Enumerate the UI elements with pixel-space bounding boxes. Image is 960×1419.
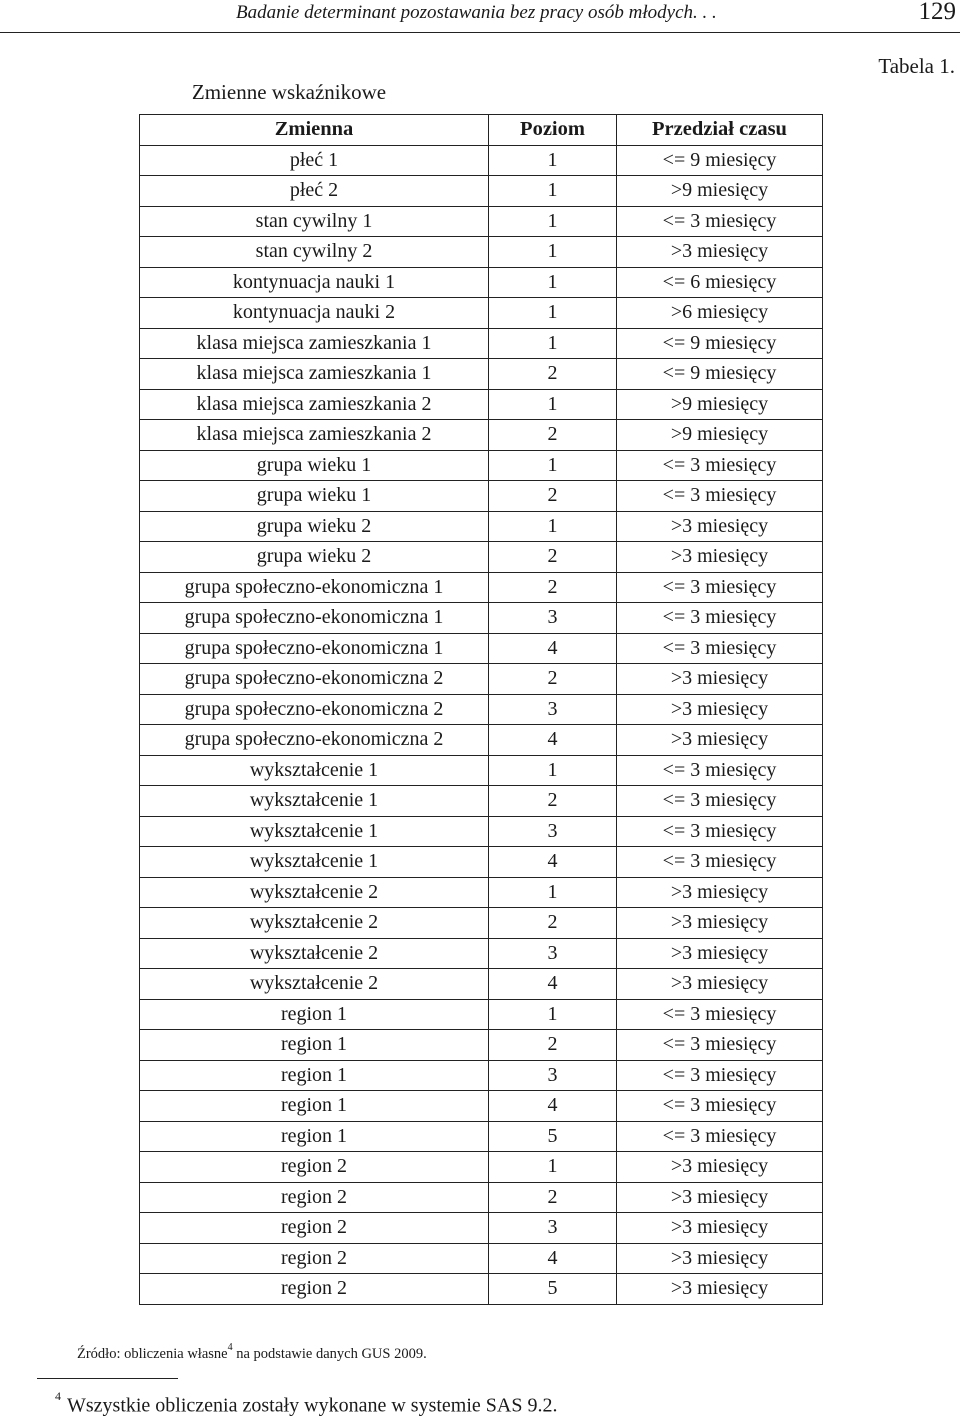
cell-time-range: <= 3 miesięcy — [617, 755, 823, 786]
table-row — [140, 176, 823, 207]
table-row — [140, 389, 823, 420]
cell-variable: grupa społeczno-ekonomiczna 2 — [140, 694, 489, 725]
cell-time-range: <= 3 miesięcy — [617, 1060, 823, 1091]
footnote-mark: 4 — [55, 1389, 61, 1403]
table-row — [140, 572, 823, 603]
cell-level: 2 — [489, 420, 617, 451]
cell-time-range: <= 3 miesięcy — [617, 816, 823, 847]
cell-variable: stan cywilny 2 — [140, 237, 489, 268]
table-row — [140, 908, 823, 939]
cell-level: 3 — [489, 938, 617, 969]
footnote-rule — [37, 1378, 178, 1379]
cell-variable: region 1 — [140, 999, 489, 1030]
cell-variable: klasa miejsca zamieszkania 1 — [140, 359, 489, 390]
cell-level: 4 — [489, 725, 617, 756]
cell-variable: wykształcenie 1 — [140, 816, 489, 847]
cell-level: 1 — [489, 511, 617, 542]
cell-time-range: >3 miesięcy — [617, 1274, 823, 1305]
cell-level: 3 — [489, 603, 617, 634]
cell-variable: wykształcenie 2 — [140, 908, 489, 939]
cell-level: 2 — [489, 542, 617, 573]
table-row — [140, 542, 823, 573]
table-row — [140, 816, 823, 847]
cell-variable: grupa wieku 1 — [140, 450, 489, 481]
table-row — [140, 603, 823, 634]
cell-level: 1 — [489, 755, 617, 786]
cell-variable: region 1 — [140, 1091, 489, 1122]
cell-variable: wykształcenie 2 — [140, 938, 489, 969]
cell-time-range: <= 3 miesięcy — [617, 999, 823, 1030]
cell-time-range: <= 3 miesięcy — [617, 1030, 823, 1061]
cell-level: 2 — [489, 786, 617, 817]
cell-variable: region 1 — [140, 1060, 489, 1091]
cell-time-range: <= 3 miesięcy — [617, 786, 823, 817]
table-row — [140, 298, 823, 329]
table-caption: Zmienne wskaźnikowe — [191, 80, 387, 104]
cell-variable: region 2 — [140, 1213, 489, 1244]
cell-level: 2 — [489, 908, 617, 939]
cell-variable: region 2 — [140, 1152, 489, 1183]
cell-variable: wykształcenie 1 — [140, 755, 489, 786]
cell-time-range: <= 3 miesięcy — [617, 603, 823, 634]
table-header-row — [140, 115, 823, 146]
cell-time-range: <= 3 miesięcy — [617, 206, 823, 237]
cell-variable: grupa społeczno-ekonomiczna 1 — [140, 572, 489, 603]
cell-time-range: <= 6 miesięcy — [617, 267, 823, 298]
table-row — [140, 1243, 823, 1274]
cell-level: 1 — [489, 298, 617, 329]
table-row — [140, 450, 823, 481]
cell-level: 1 — [489, 206, 617, 237]
cell-time-range: >9 miesięcy — [617, 389, 823, 420]
cell-time-range: >3 miesięcy — [617, 725, 823, 756]
table-row — [140, 1213, 823, 1244]
cell-level: 2 — [489, 481, 617, 512]
cell-time-range: >9 miesięcy — [617, 176, 823, 207]
cell-level: 1 — [489, 237, 617, 268]
cell-variable: klasa miejsca zamieszkania 2 — [140, 420, 489, 451]
page-number: 129 — [918, 0, 956, 25]
table-row — [140, 694, 823, 725]
cell-time-range: >3 miesięcy — [617, 877, 823, 908]
cell-level: 5 — [489, 1274, 617, 1305]
cell-variable: grupa społeczno-ekonomiczna 2 — [140, 664, 489, 695]
column-header-level: Poziom — [489, 115, 617, 146]
table-row — [140, 511, 823, 542]
cell-time-range: <= 3 miesięcy — [617, 450, 823, 481]
cell-time-range: <= 9 miesięcy — [617, 145, 823, 176]
cell-time-range: <= 3 miesięcy — [617, 572, 823, 603]
table-row — [140, 969, 823, 1000]
running-title: Badanie determinant pozostawania bez pracy osób młodych. . . — [236, 2, 717, 23]
table-row — [140, 786, 823, 817]
cell-time-range: <= 3 miesięcy — [617, 481, 823, 512]
cell-time-range: <= 3 miesięcy — [617, 633, 823, 664]
cell-level: 1 — [489, 328, 617, 359]
cell-variable: stan cywilny 1 — [140, 206, 489, 237]
cell-level: 2 — [489, 359, 617, 390]
cell-variable: wykształcenie 1 — [140, 847, 489, 878]
cell-variable: region 2 — [140, 1243, 489, 1274]
table-row — [140, 1182, 823, 1213]
cell-time-range: >3 miesięcy — [617, 969, 823, 1000]
cell-variable: region 2 — [140, 1274, 489, 1305]
cell-time-range: >3 miesięcy — [617, 237, 823, 268]
indicator-variables-table — [139, 114, 823, 1305]
table-row — [140, 145, 823, 176]
cell-level: 2 — [489, 1182, 617, 1213]
cell-time-range: >3 miesięcy — [617, 542, 823, 573]
cell-variable: region 1 — [140, 1121, 489, 1152]
cell-level: 4 — [489, 1243, 617, 1274]
cell-time-range: <= 3 miesięcy — [617, 847, 823, 878]
running-head — [0, 0, 960, 33]
cell-variable: region 1 — [140, 1030, 489, 1061]
cell-time-range: >3 miesięcy — [617, 908, 823, 939]
cell-level: 3 — [489, 694, 617, 725]
table-row — [140, 725, 823, 756]
source-note — [77, 1344, 427, 1363]
cell-time-range: >3 miesięcy — [617, 1182, 823, 1213]
cell-variable: wykształcenie 2 — [140, 877, 489, 908]
cell-level: 5 — [489, 1121, 617, 1152]
cell-level: 2 — [489, 1030, 617, 1061]
table-row — [140, 420, 823, 451]
table-row — [140, 847, 823, 878]
cell-level: 1 — [489, 267, 617, 298]
cell-level: 4 — [489, 847, 617, 878]
table-row — [140, 267, 823, 298]
cell-level: 2 — [489, 572, 617, 603]
cell-time-range: <= 3 miesięcy — [617, 1121, 823, 1152]
table-row — [140, 1121, 823, 1152]
cell-time-range: <= 9 miesięcy — [617, 328, 823, 359]
cell-time-range: >3 miesięcy — [617, 664, 823, 695]
cell-level: 3 — [489, 1060, 617, 1091]
cell-time-range: >3 miesięcy — [617, 511, 823, 542]
cell-variable: grupa społeczno-ekonomiczna 1 — [140, 603, 489, 634]
cell-variable: grupa wieku 2 — [140, 542, 489, 573]
cell-time-range: <= 9 miesięcy — [617, 359, 823, 390]
table-row — [140, 359, 823, 390]
cell-variable: kontynuacja nauki 2 — [140, 298, 489, 329]
footnote — [55, 1389, 558, 1418]
cell-variable: wykształcenie 2 — [140, 969, 489, 1000]
table-row — [140, 633, 823, 664]
table-row — [140, 664, 823, 695]
cell-variable: płeć 1 — [140, 145, 489, 176]
cell-level: 1 — [489, 1152, 617, 1183]
cell-level: 1 — [489, 145, 617, 176]
cell-variable: region 2 — [140, 1182, 489, 1213]
cell-level: 1 — [489, 389, 617, 420]
cell-variable: klasa miejsca zamieszkania 2 — [140, 389, 489, 420]
cell-time-range: >3 miesięcy — [617, 1152, 823, 1183]
table-row — [140, 1091, 823, 1122]
cell-variable: grupa społeczno-ekonomiczna 2 — [140, 725, 489, 756]
source-text-continued: na podstawie danych GUS 2009. — [232, 1345, 427, 1362]
cell-time-range: >3 miesięcy — [617, 1243, 823, 1274]
table-label: Tabela 1. — [878, 54, 955, 78]
table-row — [140, 1060, 823, 1091]
cell-variable: grupa wieku 1 — [140, 481, 489, 512]
table-row — [140, 1030, 823, 1061]
cell-variable: grupa wieku 2 — [140, 511, 489, 542]
table-row — [140, 206, 823, 237]
cell-level: 1 — [489, 877, 617, 908]
cell-variable: kontynuacja nauki 1 — [140, 267, 489, 298]
column-header-variable: Zmienna — [140, 115, 489, 146]
cell-level: 3 — [489, 816, 617, 847]
table-row — [140, 1152, 823, 1183]
table-row — [140, 1274, 823, 1305]
cell-level: 1 — [489, 176, 617, 207]
cell-time-range: >3 miesięcy — [617, 1213, 823, 1244]
cell-variable: klasa miejsca zamieszkania 1 — [140, 328, 489, 359]
cell-level: 1 — [489, 450, 617, 481]
source-footnote-mark: 4 — [227, 1342, 233, 1353]
table-row — [140, 999, 823, 1030]
footnote-text: Wszystkie obliczenia zostały wykonane w systemie SAS 9.2. — [67, 1394, 558, 1417]
table-row — [140, 328, 823, 359]
source-text: Źródło: obliczenia własne — [77, 1345, 228, 1362]
table-row — [140, 877, 823, 908]
column-header-time-range: Przedział czasu — [617, 115, 823, 146]
cell-time-range: >3 miesięcy — [617, 694, 823, 725]
table-row — [140, 481, 823, 512]
cell-time-range: <= 3 miesięcy — [617, 1091, 823, 1122]
cell-time-range: >9 miesięcy — [617, 420, 823, 451]
cell-variable: grupa społeczno-ekonomiczna 1 — [140, 633, 489, 664]
cell-level: 3 — [489, 1213, 617, 1244]
cell-variable: płeć 2 — [140, 176, 489, 207]
table-row — [140, 237, 823, 268]
cell-variable: wykształcenie 1 — [140, 786, 489, 817]
cell-level: 4 — [489, 1091, 617, 1122]
table-row — [140, 938, 823, 969]
cell-time-range: >6 miesięcy — [617, 298, 823, 329]
cell-time-range: >3 miesięcy — [617, 938, 823, 969]
cell-level: 1 — [489, 999, 617, 1030]
table-body — [140, 145, 823, 1304]
cell-level: 2 — [489, 664, 617, 695]
cell-level: 4 — [489, 969, 617, 1000]
table-row — [140, 755, 823, 786]
cell-level: 4 — [489, 633, 617, 664]
